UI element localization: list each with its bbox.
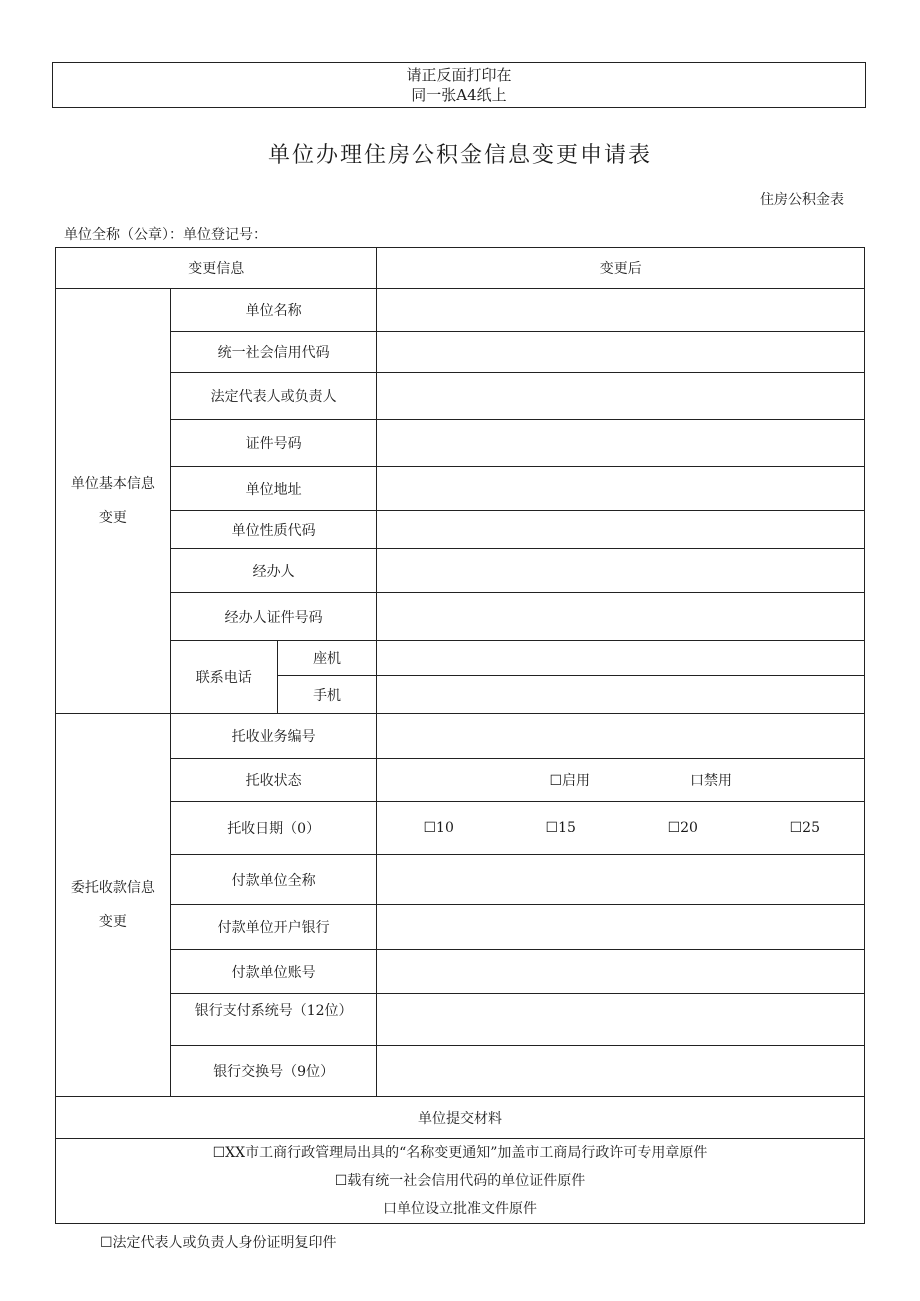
material-item-legal-rep-id[interactable]: ☐法定代表人或负责人身份证明复印件 [100,1235,337,1251]
handler-id-field[interactable] [377,593,865,641]
header-change-info: 变更信息 [56,248,377,289]
date-20-checkbox[interactable]: ☐20 [667,820,698,836]
payer-name-label: 付款单位全称 [170,855,377,905]
collection-group-line1: 委托收款信息 [70,880,155,896]
payer-bank-field[interactable] [377,905,865,950]
unit-name-field[interactable] [377,289,865,332]
print-notice-line2: 同一张A4纸上 [411,86,507,104]
handler-id-label: 经办人证件号码 [170,593,377,641]
unit-address-label: 单位地址 [170,467,377,511]
landline-field[interactable] [377,641,865,676]
unit-info-line: 单位全称（公章）：单位登记号： [64,227,267,243]
nature-code-label: 单位性质代码 [170,511,377,549]
print-notice-line1: 请正反面打印在 [406,66,512,84]
basic-group-line2: 变更 [98,510,127,526]
date-25-checkbox[interactable]: ☐25 [789,820,820,836]
contact-phone-label: 联系电话 [170,641,277,714]
handler-label: 经办人 [170,549,377,593]
collection-date-options [377,802,865,855]
bank-pay-no-field[interactable] [377,994,865,1046]
bank-pay-no-label: 银行支付系统号（12位） [170,994,377,1046]
page-title: 单位办理住房公积金信息变更申请表 [267,143,652,168]
form-number: 住房公积金表 [760,192,844,208]
payer-account-field[interactable] [377,950,865,994]
legal-rep-label: 法定代表人或负责人 [170,373,377,420]
mobile-label: 手机 [277,676,377,714]
collection-status-options [377,759,865,802]
status-disable-checkbox[interactable]: 口禁用 [690,773,733,789]
id-number-field[interactable] [377,420,865,467]
mobile-field[interactable] [377,676,865,714]
credit-code-field[interactable] [377,332,865,373]
material-item-name-change[interactable]: ☐XX市工商行政管理局出具的“名称变更通知”加盖市工商局行政许可专用章原件 [212,1145,708,1161]
payer-bank-label: 付款单位开户银行 [170,905,377,950]
materials-list [56,1139,865,1224]
credit-code-label: 统一社会信用代码 [170,332,377,373]
date-10-checkbox[interactable]: ☐10 [423,820,454,836]
collection-group-line2: 变更 [98,914,127,930]
basic-group-line1: 单位基本信息 [70,476,155,492]
legal-rep-field[interactable] [377,373,865,420]
material-item-approval-document[interactable]: 口单位设立批准文件原件 [383,1201,537,1217]
unit-address-field[interactable] [377,467,865,511]
header-after-change: 变更后 [377,248,865,289]
application-form-table [55,247,865,1224]
materials-title: 单位提交材料 [56,1097,865,1139]
basic-info-group-label [56,289,171,714]
nature-code-field[interactable] [377,511,865,549]
business-no-field[interactable] [377,714,865,759]
status-enable-checkbox[interactable]: ☐启用 [549,773,591,789]
bank-exchange-no-field[interactable] [377,1046,865,1097]
date-15-checkbox[interactable]: ☐15 [545,820,576,836]
collection-status-label: 托收状态 [170,759,377,802]
collection-info-group-label [56,714,171,1097]
handler-field[interactable] [377,549,865,593]
payer-account-label: 付款单位账号 [170,950,377,994]
payer-name-field[interactable] [377,855,865,905]
unit-name-label: 单位名称 [170,289,377,332]
collection-date-label: 托收日期（0） [170,802,377,855]
material-item-credit-certificate[interactable]: ☐载有统一社会信用代码的单位证件原件 [334,1173,586,1189]
bank-exchange-no-label: 银行交换号（9位） [170,1046,377,1097]
id-number-label: 证件号码 [170,420,377,467]
landline-label: 座机 [277,641,377,676]
business-no-label: 托收业务编号 [170,714,377,759]
print-notice [52,62,866,108]
